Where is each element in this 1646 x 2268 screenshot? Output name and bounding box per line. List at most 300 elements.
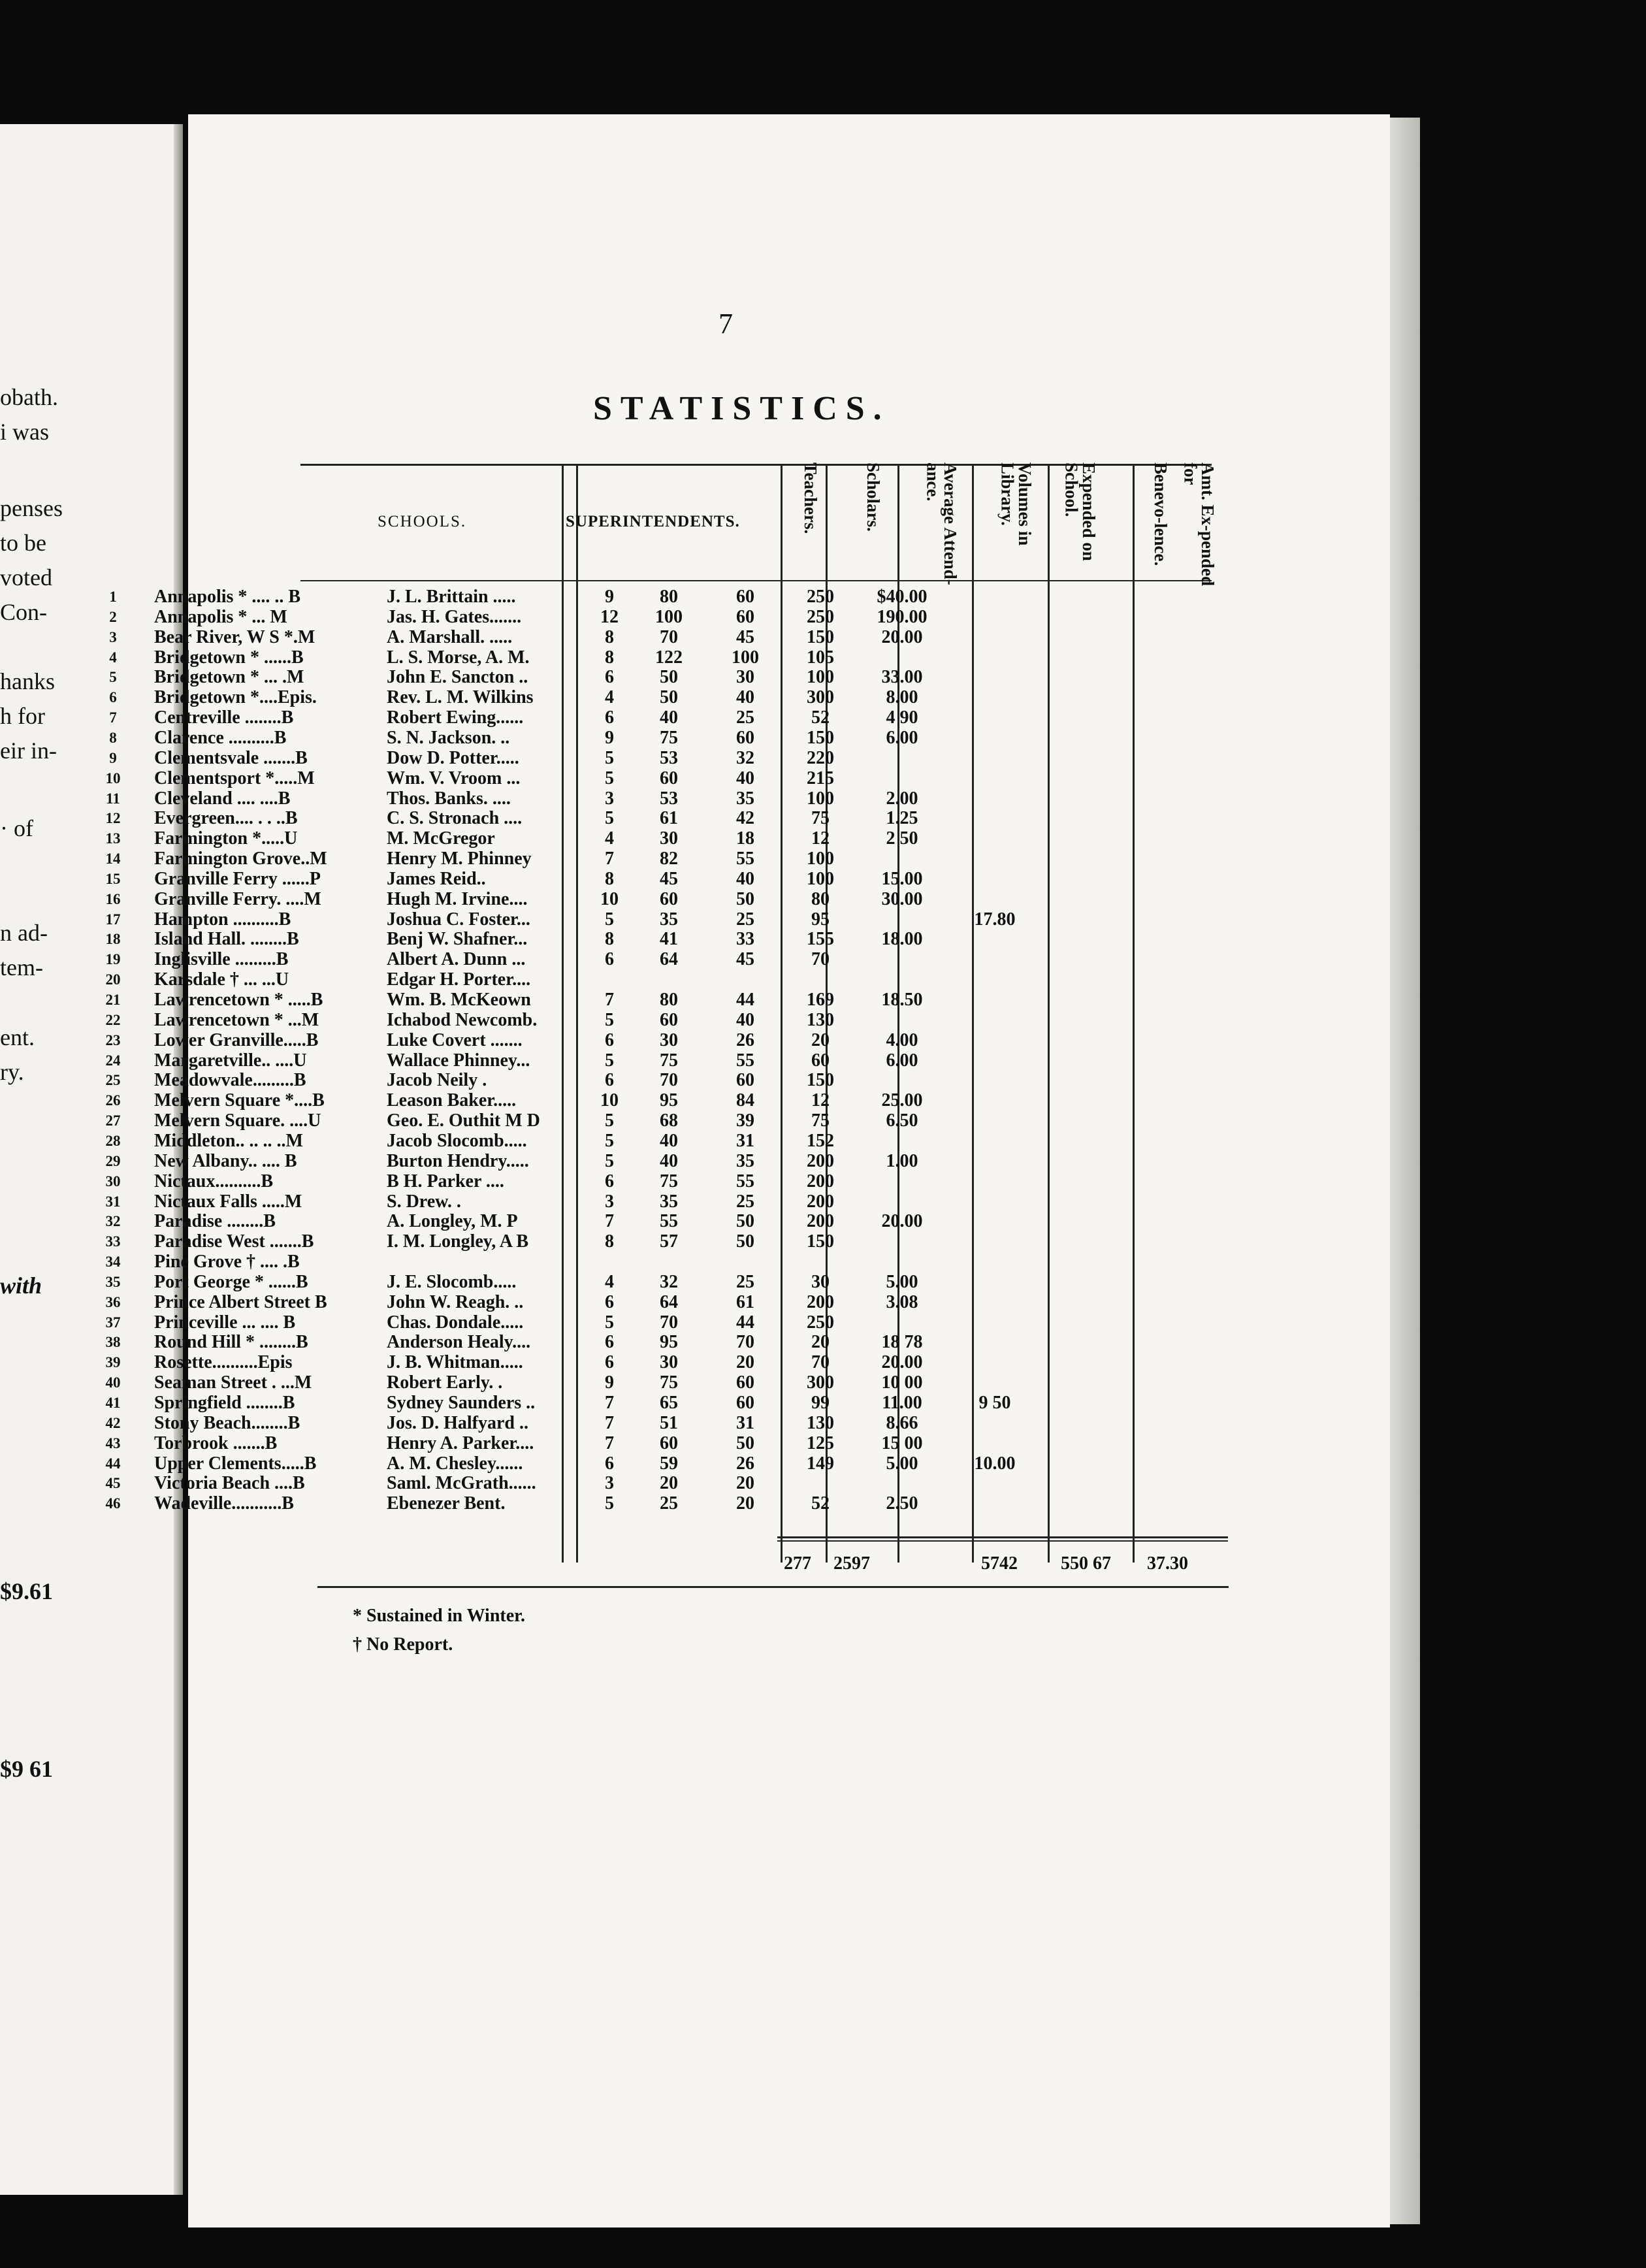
row-number: 32 — [105, 1213, 121, 1230]
attendance-count: 100 — [732, 647, 759, 668]
attendance-count: 45 — [736, 949, 754, 970]
table-row — [0, 627, 1202, 647]
teachers-count: 5 — [605, 1110, 614, 1131]
table-row — [0, 889, 1202, 909]
scholars-count: 20 — [660, 1473, 678, 1494]
teachers-count: 8 — [605, 868, 614, 889]
superintendent-name: L. S. Morse, A. M. — [387, 647, 530, 668]
row-number: 23 — [105, 1031, 121, 1048]
attendance-count: 50 — [736, 1433, 754, 1453]
school-name: Torbrook .......B — [154, 1433, 278, 1453]
superintendent-name: Jos. D. Halfyard .. — [387, 1412, 528, 1433]
volumes-count: 52 — [811, 1493, 830, 1514]
table-row — [0, 1433, 1202, 1453]
teachers-count: 6 — [605, 1171, 614, 1191]
header-superintendents: SUPERINTENDENTS. — [566, 513, 740, 530]
school-name: Clarence ..........B — [154, 727, 287, 748]
teachers-count: 5 — [605, 1493, 614, 1514]
volumes-count: 155 — [807, 929, 834, 950]
expended-amount: 190.00 — [877, 606, 928, 627]
table-row — [0, 788, 1202, 809]
expended-amount: 33.00 — [881, 667, 923, 688]
attendance-count: 40 — [736, 868, 754, 889]
attendance-count: 60 — [736, 1070, 754, 1091]
scholars-count: 32 — [660, 1271, 678, 1292]
scholars-count: 100 — [655, 606, 683, 627]
teachers-count: 4 — [605, 687, 614, 708]
school-name: Victoria Beach ....B — [154, 1473, 305, 1494]
row-number: 29 — [105, 1152, 121, 1169]
expended-amount: 6.50 — [886, 1110, 918, 1131]
table-row — [0, 1393, 1202, 1413]
attendance-count: 60 — [736, 606, 754, 627]
teachers-count: 4 — [605, 828, 614, 849]
volumes-count: 200 — [807, 1171, 834, 1191]
superintendent-name: Dow D. Potter..... — [387, 747, 519, 768]
table-row — [0, 667, 1202, 687]
scholars-count: 51 — [660, 1412, 678, 1433]
total-benevolence: 37.30 — [1147, 1553, 1188, 1574]
attendance-count: 50 — [736, 1211, 754, 1232]
table-row — [0, 647, 1202, 668]
scholars-count: 70 — [660, 1070, 678, 1091]
row-number: 40 — [105, 1374, 121, 1391]
page-edge — [1390, 118, 1420, 2224]
left-page-line: · of — [0, 815, 33, 841]
table-row — [0, 1473, 1202, 1493]
teachers-count: 3 — [605, 1473, 614, 1494]
page-title: STATISTICS. — [593, 390, 890, 427]
school-name: Clementsport *.....M — [154, 768, 315, 788]
superintendent-name: Robert Ewing...... — [387, 707, 524, 728]
row-number: 34 — [105, 1254, 121, 1271]
school-name: Springfield ........B — [154, 1393, 295, 1413]
school-name: Bridgetown *....Epis. — [154, 687, 317, 708]
volumes-count: 152 — [807, 1130, 834, 1151]
superintendent-name: M. McGregor — [387, 828, 495, 849]
teachers-count: 3 — [605, 1191, 614, 1212]
scholars-count: 75 — [660, 1050, 678, 1071]
scholars-count: 60 — [660, 1009, 678, 1030]
teachers-count: 6 — [605, 1453, 614, 1474]
attendance-count: 25 — [736, 909, 754, 930]
table-row — [0, 1050, 1202, 1071]
table-row — [0, 1493, 1202, 1514]
volumes-count: 70 — [811, 1352, 830, 1373]
teachers-count: 7 — [605, 849, 614, 869]
scholars-count: 75 — [660, 1171, 678, 1191]
school-name: Nictaux..........B — [154, 1171, 273, 1191]
teachers-count: 6 — [605, 707, 614, 728]
teachers-count: 5 — [605, 768, 614, 788]
volumes-count: 169 — [807, 990, 834, 1010]
row-number: 16 — [105, 890, 121, 907]
attendance-count: 20 — [736, 1473, 754, 1494]
teachers-count: 6 — [605, 1291, 614, 1312]
attendance-count: 40 — [736, 1009, 754, 1030]
row-number: 30 — [105, 1173, 121, 1190]
superintendent-name: Burton Hendry..... — [387, 1150, 529, 1171]
expended-amount: 15.00 — [881, 868, 923, 889]
superintendent-name: I. M. Longley, A B — [387, 1231, 529, 1252]
table-row — [0, 1151, 1202, 1171]
teachers-count: 10 — [600, 1090, 619, 1111]
table-row — [0, 909, 1202, 930]
header-attendance: Average Attend-ance. — [923, 462, 960, 585]
volumes-count: 100 — [807, 849, 834, 869]
volumes-count: 130 — [807, 1009, 834, 1030]
expended-amount: 18 78 — [881, 1332, 923, 1353]
superintendent-name: Geo. E. Outhit M D — [387, 1110, 540, 1131]
attendance-count: 39 — [736, 1110, 754, 1131]
school-name: Middleton.. .. .. ..M — [154, 1130, 303, 1151]
scholars-count: 75 — [660, 1372, 678, 1393]
volumes-count: 80 — [811, 888, 830, 909]
left-page-line: $9.61 — [0, 1578, 53, 1604]
school-name: Seaman Street . ...M — [154, 1372, 312, 1393]
note-sustained-in-winter: * Sustained in Winter. — [353, 1606, 526, 1626]
attendance-count: 50 — [736, 888, 754, 909]
row-number: 11 — [106, 790, 120, 807]
school-name: Bear River, W S *.M — [154, 626, 315, 647]
table-row — [0, 587, 1202, 607]
left-page-line: voted — [0, 564, 52, 591]
totals-rule-1 — [777, 1536, 1228, 1538]
school-name: Clementsvale .......B — [154, 747, 308, 768]
superintendent-name: Albert A. Dunn ... — [387, 949, 526, 970]
superintendent-name: Anderson Healy.... — [387, 1332, 531, 1353]
left-page-line: to be — [0, 530, 46, 556]
expended-amount: 3.08 — [886, 1291, 918, 1312]
expended-amount: $40.00 — [877, 587, 928, 607]
row-number: 17 — [105, 911, 121, 928]
school-name: Upper Clements.....B — [154, 1453, 317, 1474]
header-amount: Amt. Ex-pended for — [1180, 462, 1218, 587]
expended-amount: 25.00 — [881, 1090, 923, 1111]
row-number: 12 — [105, 810, 121, 827]
teachers-count: 8 — [605, 626, 614, 647]
teachers-count: 5 — [605, 909, 614, 930]
totals-rule-2 — [777, 1540, 1228, 1542]
teachers-count: 5 — [605, 1130, 614, 1151]
teachers-count: 6 — [605, 1352, 614, 1373]
left-page-line: Con- — [0, 599, 47, 625]
scholars-count: 82 — [660, 849, 678, 869]
header-expended: Expended on School. — [1061, 462, 1099, 561]
expended-amount: 5.00 — [886, 1453, 918, 1474]
table-row — [0, 990, 1202, 1010]
volumes-count: 150 — [807, 727, 834, 748]
volumes-count: 100 — [807, 868, 834, 889]
scholars-count: 60 — [660, 1433, 678, 1453]
scholars-count: 53 — [660, 747, 678, 768]
scholars-count: 35 — [660, 1191, 678, 1212]
expended-amount: 6.00 — [886, 1050, 918, 1071]
school-name: Karsdale † ... ...U — [154, 969, 289, 990]
left-page-line: ry. — [0, 1059, 24, 1085]
table-row — [0, 1352, 1202, 1372]
total-volumes: 5742 — [981, 1553, 1018, 1574]
row-number: 27 — [105, 1112, 121, 1129]
attendance-count: 20 — [736, 1352, 754, 1373]
expended-amount: 6.00 — [886, 727, 918, 748]
benevolence-amount: 9 50 — [978, 1393, 1011, 1413]
school-name: Round Hill * ........B — [154, 1332, 308, 1353]
superintendent-name: Henry A. Parker.... — [387, 1433, 534, 1453]
table-row — [0, 768, 1202, 788]
attendance-count: 35 — [736, 788, 754, 809]
row-number: 31 — [105, 1193, 121, 1210]
teachers-count: 9 — [605, 727, 614, 748]
school-name: Prince Albert Street B — [154, 1291, 327, 1312]
superintendent-name: John E. Sancton .. — [387, 667, 528, 688]
table-row — [0, 707, 1202, 728]
school-name: Inglisville .........B — [154, 949, 289, 970]
table-row — [0, 1332, 1202, 1352]
row-number: 46 — [105, 1495, 121, 1512]
volumes-count: 100 — [807, 788, 834, 809]
scholars-count: 60 — [660, 768, 678, 788]
scholars-count: 75 — [660, 727, 678, 748]
school-name: Melvern Square *....B — [154, 1090, 325, 1111]
row-number: 26 — [105, 1092, 121, 1109]
teachers-count: 7 — [605, 1211, 614, 1232]
expended-amount: 18.50 — [881, 990, 923, 1010]
header-teachers: Teachers. — [801, 462, 820, 534]
table-row — [0, 1231, 1202, 1252]
teachers-count: 6 — [605, 1070, 614, 1091]
scholars-count: 64 — [660, 1291, 678, 1312]
superintendent-name: J. B. Whitman..... — [387, 1352, 523, 1373]
row-number: 3 — [109, 628, 117, 645]
school-name: Centreville ........B — [154, 707, 294, 728]
school-name: Lawrencetown * ...M — [154, 1009, 319, 1030]
scholars-count: 50 — [660, 687, 678, 708]
superintendent-name: Ebenezer Bent. — [387, 1493, 506, 1514]
attendance-count: 31 — [736, 1130, 754, 1151]
left-page-line: ent. — [0, 1024, 35, 1050]
superintendent-name: Jacob Slocomb..... — [387, 1130, 527, 1151]
attendance-count: 60 — [736, 1372, 754, 1393]
school-name: Stony Beach........B — [154, 1412, 300, 1433]
volumes-count: 99 — [811, 1393, 830, 1413]
school-name: New Albany.. .... B — [154, 1150, 297, 1171]
attendance-count: 42 — [736, 808, 754, 829]
note-no-report: † No Report. — [353, 1634, 453, 1655]
school-name: Paradise West .......B — [154, 1231, 314, 1252]
superintendent-name: Joshua C. Foster... — [387, 909, 530, 930]
volumes-count: 95 — [811, 909, 830, 930]
row-number: 18 — [105, 931, 121, 948]
superintendent-name: Jacob Neily . — [387, 1070, 487, 1091]
scholars-count: 55 — [660, 1211, 678, 1232]
volumes-count: 52 — [811, 707, 830, 728]
scholars-count: 64 — [660, 949, 678, 970]
teachers-count: 9 — [605, 1372, 614, 1393]
header-scholars: Scholars. — [863, 462, 883, 532]
attendance-count: 60 — [736, 727, 754, 748]
left-page-line: h for — [0, 703, 45, 729]
benevolence-amount: 17.80 — [974, 909, 1016, 930]
row-number: 7 — [109, 709, 117, 726]
expended-amount: 20.00 — [881, 626, 923, 647]
left-page-line: penses — [0, 495, 63, 521]
expended-amount: 5.00 — [886, 1271, 918, 1292]
benevolence-amount: 10.00 — [974, 1453, 1016, 1474]
teachers-count: 5 — [605, 808, 614, 829]
scholars-count: 68 — [660, 1110, 678, 1131]
row-number: 14 — [105, 850, 121, 867]
school-name: Pine Grove † .... .B — [154, 1252, 300, 1272]
attendance-count: 84 — [736, 1090, 754, 1111]
scholars-count: 40 — [660, 707, 678, 728]
table-row — [0, 1292, 1202, 1312]
attendance-count: 26 — [736, 1453, 754, 1474]
table-row — [0, 1191, 1202, 1212]
expended-amount: 20.00 — [881, 1211, 923, 1232]
scholars-count: 30 — [660, 828, 678, 849]
row-number: 36 — [105, 1293, 121, 1310]
row-number: 20 — [105, 971, 121, 988]
attendance-count: 40 — [736, 687, 754, 708]
volumes-count: 75 — [811, 1110, 830, 1131]
table-row — [0, 849, 1202, 869]
superintendent-name: J. L. Brittain ..... — [387, 587, 516, 607]
school-name: Meadowvale.........B — [154, 1070, 306, 1091]
attendance-count: 31 — [736, 1412, 754, 1433]
left-page-line: $9 61 — [0, 1756, 53, 1782]
superintendent-name: Ichabod Newcomb. — [387, 1009, 538, 1030]
superintendent-name: A. Marshall. ..... — [387, 626, 513, 647]
table-row — [0, 1090, 1202, 1110]
table-row — [0, 1272, 1202, 1292]
attendance-count: 50 — [736, 1231, 754, 1252]
volumes-count: 300 — [807, 687, 834, 708]
teachers-count: 12 — [600, 606, 619, 627]
header-volumes: Volumes in Library. — [997, 462, 1035, 546]
scholars-count: 41 — [660, 929, 678, 950]
scholars-count: 40 — [660, 1150, 678, 1171]
attendance-count: 44 — [736, 1312, 754, 1333]
attendance-count: 60 — [736, 1393, 754, 1413]
table-row — [0, 748, 1202, 768]
teachers-count: 5 — [605, 1009, 614, 1030]
school-name: Nictaux Falls .....M — [154, 1191, 302, 1212]
table-row — [0, 1010, 1202, 1030]
scholars-count: 65 — [660, 1393, 678, 1413]
superintendent-name: Rev. L. M. Wilkins — [387, 687, 534, 708]
scholars-count: 60 — [660, 888, 678, 909]
row-number: 13 — [105, 830, 121, 847]
school-name: Bridgetown * ......B — [154, 647, 304, 668]
teachers-count: 6 — [605, 1332, 614, 1353]
volumes-count: 215 — [807, 768, 834, 788]
row-number: 1 — [109, 589, 117, 605]
superintendent-name: B H. Parker .... — [387, 1171, 504, 1191]
superintendent-name: Jas. H. Gates....... — [387, 606, 522, 627]
teachers-count: 9 — [605, 587, 614, 607]
volumes-count: 200 — [807, 1150, 834, 1171]
school-name: Farmington Grove..M — [154, 849, 327, 869]
school-name: Paradise ........B — [154, 1211, 276, 1232]
page-number: 7 — [718, 308, 733, 340]
teachers-count: 6 — [605, 1029, 614, 1050]
table-row — [0, 728, 1202, 748]
table-row — [0, 1453, 1202, 1474]
row-number: 8 — [109, 729, 117, 746]
scholars-count: 80 — [660, 990, 678, 1010]
school-name: Wadeville...........B — [154, 1493, 294, 1514]
scholars-count: 95 — [660, 1090, 678, 1111]
row-number: 41 — [105, 1395, 121, 1411]
teachers-count: 5 — [605, 1050, 614, 1071]
school-name: Island Hall. ........B — [154, 929, 299, 950]
row-number: 33 — [105, 1233, 121, 1250]
expended-amount: 10 00 — [881, 1372, 923, 1393]
teachers-count: 5 — [605, 747, 614, 768]
header-benevolence: Benevo-lence. — [1151, 462, 1170, 566]
superintendent-name: Chas. Dondale..... — [387, 1312, 524, 1333]
row-number: 10 — [105, 770, 121, 786]
attendance-count: 44 — [736, 990, 754, 1010]
school-name: Lower Granville.....B — [154, 1029, 319, 1050]
school-name: Granville Ferry ......P — [154, 868, 321, 889]
volumes-count: 250 — [807, 606, 834, 627]
superintendent-name: James Reid.. — [387, 868, 486, 889]
teachers-count: 6 — [605, 667, 614, 688]
expended-amount: 20.00 — [881, 1352, 923, 1373]
attendance-count: 55 — [736, 849, 754, 869]
table-row — [0, 949, 1202, 969]
scholars-count: 30 — [660, 1029, 678, 1050]
superintendent-name: J. E. Slocomb..... — [387, 1271, 517, 1292]
row-number: 24 — [105, 1052, 121, 1069]
attendance-count: 25 — [736, 1271, 754, 1292]
teachers-count: 8 — [605, 929, 614, 950]
row-number: 44 — [105, 1455, 121, 1472]
scholars-count: 70 — [660, 1312, 678, 1333]
attendance-count: 40 — [736, 768, 754, 788]
superintendent-name: Hugh M. Irvine.... — [387, 888, 528, 909]
volumes-count: 200 — [807, 1191, 834, 1212]
teachers-count: 3 — [605, 788, 614, 809]
teachers-count: 7 — [605, 1393, 614, 1413]
expended-amount: 4.00 — [886, 1029, 918, 1050]
table-row — [0, 1372, 1202, 1393]
attendance-count: 55 — [736, 1171, 754, 1191]
row-number: 25 — [105, 1072, 121, 1089]
school-name: Cleveland .... ....B — [154, 788, 291, 809]
attendance-count: 55 — [736, 1050, 754, 1071]
volumes-count: 150 — [807, 1070, 834, 1091]
table-row — [0, 808, 1202, 828]
volumes-count: 100 — [807, 667, 834, 688]
volumes-count: 60 — [811, 1050, 830, 1071]
attendance-count: 26 — [736, 1029, 754, 1050]
volumes-count: 12 — [811, 1090, 830, 1111]
table-row — [0, 1252, 1202, 1272]
attendance-count: 70 — [736, 1332, 754, 1353]
superintendent-name: Sydney Saunders .. — [387, 1393, 536, 1413]
attendance-count: 45 — [736, 626, 754, 647]
table-row — [0, 828, 1202, 849]
table-row — [0, 607, 1202, 627]
left-page-line: i was — [0, 419, 49, 445]
row-number: 43 — [105, 1434, 121, 1451]
expended-amount: 2 50 — [886, 828, 918, 849]
row-number: 37 — [105, 1314, 121, 1331]
left-page-line: n ad- — [0, 920, 48, 946]
